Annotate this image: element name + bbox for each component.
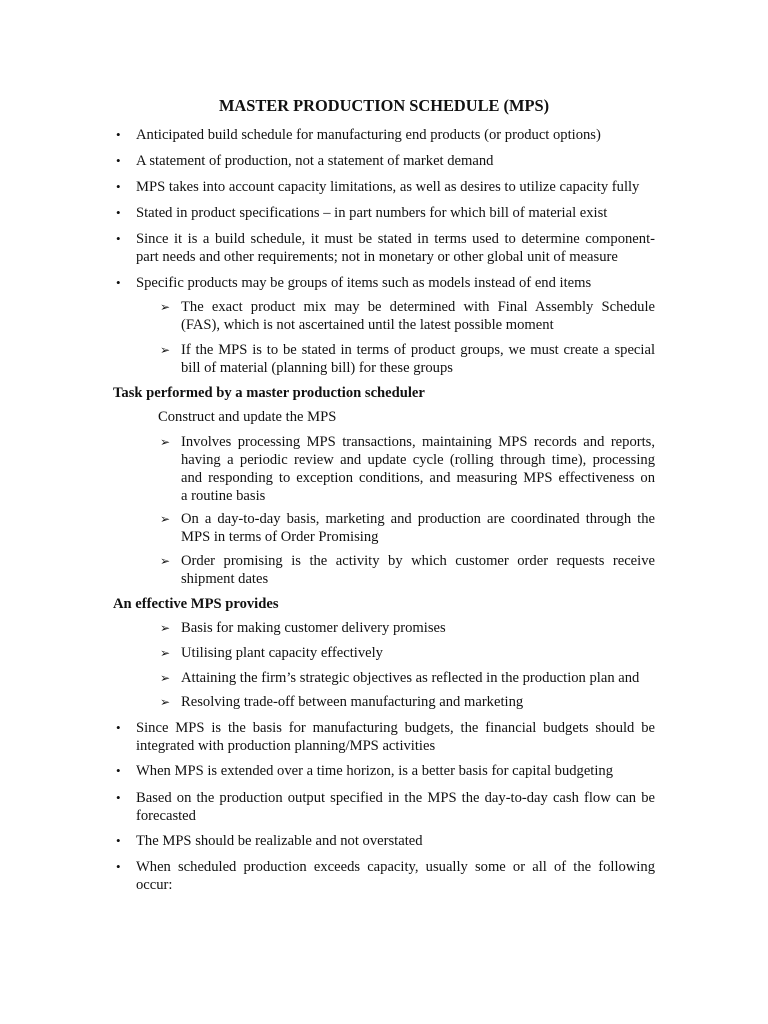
arrow-item-line: If the MPS is to be stated in terms of product groups, we must create a special [181,342,655,358]
bullet-item: A statement of production, not a statement of market demand [136,153,494,169]
arrow-item: Utilising plant capacity effectively [181,645,383,661]
bullet-item [136,230,655,266]
bullet-item-line: Based on the production output specified in the MPS the day-to-day cash flow can be [136,790,655,806]
bullet-item [136,789,655,825]
arrow-item [181,433,655,505]
bullet-item: Stated in product specifications – in part numbers for which bill of material exist [136,205,608,221]
bullet-item-line: forecasted [136,808,196,824]
arrow-item [181,341,655,377]
bullet-item: When MPS is extended over a time horizon, is a better basis for capital budgeting [136,763,614,779]
arrow-bullet-icon: ➢ [160,512,171,526]
arrow-item-line: a routine basis [181,488,266,504]
bullet-item: The MPS should be realizable and not overstated [136,833,423,849]
bullet-item [136,719,655,755]
section-heading-effective: An effective MPS provides [113,596,279,612]
arrow-bullet-icon: ➢ [160,695,171,709]
arrow-bullet-icon: ➢ [160,554,171,568]
bullet-icon: • [116,275,121,290]
arrow-item-line: Order promising is the activity by which customer order requests receive [181,553,655,569]
arrow-item-line: shipment dates [181,571,269,587]
section-heading-task: Task performed by a master production scheduler [113,385,425,401]
task-subheading: Construct and update the MPS [158,409,337,425]
arrow-item-line: Involves processing MPS transactions, maintaining MPS records and reports, [181,434,655,450]
bullet-item-line: Since it is a build schedule, it must be stated in terms used to determine component- [136,231,655,247]
bullet-icon: • [116,179,121,194]
bullet-icon: • [116,720,121,735]
arrow-bullet-icon: ➢ [160,671,171,685]
arrow-bullet-icon: ➢ [160,646,171,660]
arrow-item [181,552,655,588]
arrow-item [181,510,655,546]
arrow-item-line: and responding to exception conditions, and measuring MPS effectiveness on [181,470,655,486]
bullet-icon: • [116,127,121,142]
arrow-bullet-icon: ➢ [160,435,171,449]
arrow-item [181,298,655,334]
arrow-item-line: bill of material (planning bill) for these groups [181,360,453,376]
bullet-item [136,858,655,894]
arrow-bullet-icon: ➢ [160,343,171,357]
arrow-item-line: The exact product mix may be determined with Final Assembly Schedule [181,299,655,315]
bullet-icon: • [116,790,121,805]
arrow-item-line: On a day-to-day basis, marketing and production are coordinated through the [181,511,655,527]
arrow-item: Attaining the firm’s strategic objectives as reflected in the production plan and [181,670,640,686]
arrow-item: Basis for making customer delivery promises [181,620,446,636]
arrow-bullet-icon: ➢ [160,300,171,314]
arrow-item: Resolving trade-off between manufacturing and marketing [181,694,524,710]
arrow-bullet-icon: ➢ [160,621,171,635]
bullet-item-line: part needs and other requirements; not in monetary or other global unit of measure [136,249,618,265]
arrow-item-line: MPS in terms of Order Promising [181,529,379,545]
bullet-icon: • [116,859,121,874]
bullet-icon: • [116,833,121,848]
bullet-item-line: integrated with production planning/MPS activities [136,738,436,754]
bullet-icon: • [116,231,121,246]
bullet-icon: • [116,205,121,220]
arrow-item-line: having a periodic review and update cycle (rolling through time), processing [181,452,655,468]
bullet-item-line: When scheduled production exceeds capacity, usually some or all of the following [136,859,655,875]
bullet-item: MPS takes into account capacity limitations, as well as desires to utilize capacity fully [136,179,640,195]
bullet-item-line: Since MPS is the basis for manufacturing budgets, the financial budgets should be [136,720,655,736]
page-title: MASTER PRODUCTION SCHEDULE (MPS) [218,96,550,115]
bullet-item-line: occur: [136,877,173,893]
bullet-icon: • [116,153,121,168]
bullet-icon: • [116,763,121,778]
arrow-item-line: (FAS), which is not ascertained until the latest possible moment [181,317,554,333]
bullet-item: Anticipated build schedule for manufacturing end products (or product options) [136,127,601,143]
bullet-item: Specific products may be groups of items such as models instead of end items [136,275,592,291]
